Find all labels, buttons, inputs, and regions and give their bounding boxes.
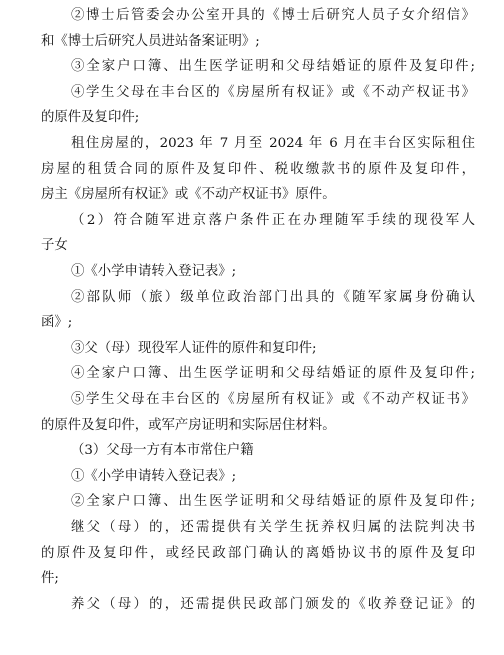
document-text-line: ②全家户口簿、出生医学证明和父母结婚证的原件及复印件; xyxy=(71,494,475,510)
document-text-line: 的原件及复印件; xyxy=(41,110,140,126)
document-text-line: ⑤学生父母在丰台区的《房屋所有权证》或《不动产权证书》 xyxy=(71,392,475,407)
document-text-line: 继父（母）的，还需提供有关学生抚养权归属的法院判决书 xyxy=(71,520,475,535)
document-text-line: （3）父母一方有本市常住户籍 xyxy=(71,443,254,459)
document-text-line: 的原件及复印件，或军产房证明和实际居住材料。 xyxy=(41,417,336,433)
document-text-line: ①《小学申请转入登记表》; xyxy=(71,264,237,279)
document-text-line: 租住房屋的，2023 年 7 月至 2024 年 6 月在丰台区实际租住 xyxy=(71,136,475,151)
document-text-line: ④全家户口簿、出生医学证明和父母结婚证的原件及复印件; xyxy=(71,366,475,382)
document-text-line: ②博士后管委会办公室开具的《博士后研究人员子女介绍信》 xyxy=(71,8,475,23)
document-text-line: 房主《房屋所有权证》或《不动产权证书》原件。 xyxy=(41,187,336,203)
document-text-line: ③全家户口簿、出生医学证明和父母结婚证的原件及复印件; xyxy=(71,59,475,75)
document-text-line: 件; xyxy=(41,571,59,587)
document-text-line: ③父（母）现役军人证件的原件和复印件; xyxy=(71,340,317,356)
document-text-line: 养父（母）的，还需提供民政部门颁发的《收养登记证》的 xyxy=(71,596,475,612)
document-text-line: （2）符合随军进京落户条件正在办理随军手续的现役军人 xyxy=(71,212,475,228)
document-text-line: 房屋的租赁合同的原件及复印件、税收缴款书的原件及复印件， xyxy=(41,161,475,177)
document-text-line: 函》; xyxy=(41,315,73,331)
document-text-line: ①《小学申请转入登记表》; xyxy=(71,468,237,484)
document-text-line: 和《博士后研究人员进站备案证明》; xyxy=(41,33,260,49)
document-text-line: 的原件及复印件，或经民政部门确认的离婚协议书的原件及复印 xyxy=(41,545,475,561)
document-text-line: 子女 xyxy=(41,238,68,254)
document-text-line: ②部队师（旅）级单位政治部门出具的《随军家属身份确认 xyxy=(71,289,475,305)
document-text-line: ④学生父母在丰台区的《房屋所有权证》或《不动产权证书》 xyxy=(71,84,475,100)
